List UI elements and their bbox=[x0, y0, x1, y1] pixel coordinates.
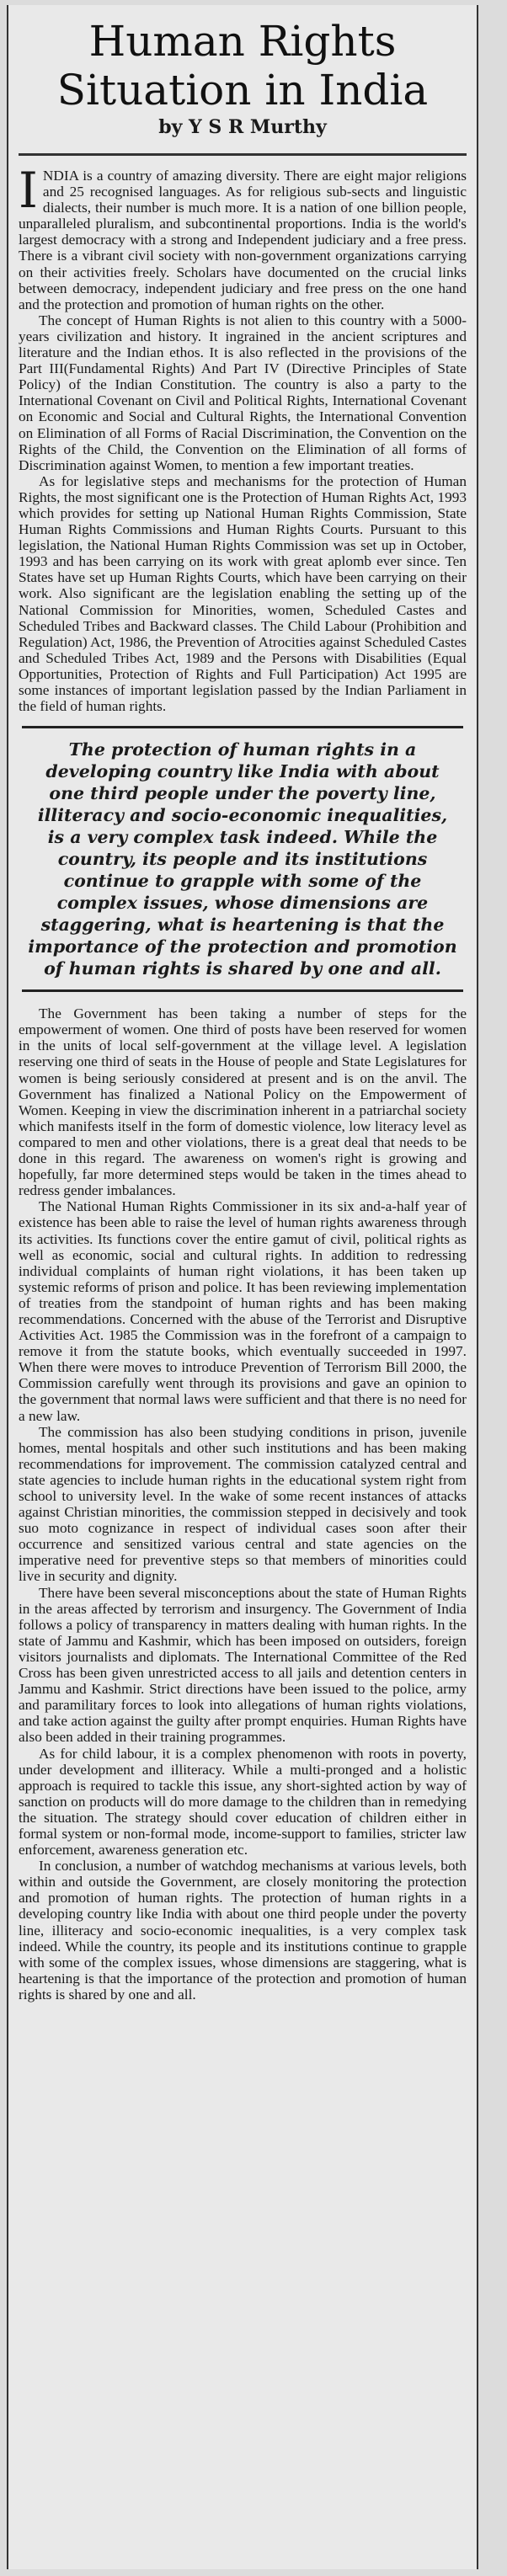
pull-quote: The protection of human rights in a developing country like India with about one third people under the poverty line, illiteracy and socio-economic inequalities, is a very complex task indeed. While the country, its people and its institutions continue to grapple with some of the complex issues, whose dimensions are staggering, what is heartening is that the importance of the protection and promotion of human rights is shared by one and all. bbox=[22, 726, 463, 992]
article-paragraph bbox=[19, 162, 467, 312]
article-paragraph: As for legislative steps and mechanisms for the protection of Human Rights, the most significant one is the Protection of Human Rights Act, 1993 which provides for setting up National Human Rights Commission, State Human Rights Commissions and Human Rights Courts. Pursuant to this legislation, the National Human Rights Commission was set up in October, 1993 and has been carrying on its work with great aplomb ever since. Ten States have set up Human Rights Courts, which have been carrying on their work. Also significant are the legislation enabling the setting up of the National Commission for Minorities, women, Scheduled Castes and Scheduled Tribes and Backward classes. The Child Labour (Prohibition and Regulation) Act, 1986, the Prevention of Atrocities against Scheduled Castes and Scheduled Tribes Act, 1989 and the Persons with Disabilities (Equal Opportunities, Protection of Rights and Full Participation) Act 1995 are some instances of important legislation passed by the Indian Parliament in the field of human rights. bbox=[19, 472, 467, 715]
headline-line-2: Situation in India bbox=[56, 66, 429, 115]
paragraph-text: NDIA is a country of amazing diversity. There are eight major religions and 25 recognised languages. As for religious sub-sects and linguistic dialects, their number is much more. It is a nation of one billion people, unparalleled pluralism, and subcontinental proportions. India is the world's largest democracy with a strong and Independent judiciary and a free press. There is a vibrant civil society with non-government organizations carrying on their activities freely. Scholars have documented on the crucial links between democracy, independent judiciary and free press on the one hand and the protection and promotion of human rights on the other. bbox=[19, 168, 467, 312]
headline bbox=[19, 17, 467, 115]
article-paragraph: The National Human Rights Commissioner in its six and-a-half year of existence has been able to raise the level of human rights awareness through its activities. Its functions cover the entire gamut of civil, political rights as well as economic, social and cultural rights. In addition to redressing individual complaints of human right violations, it has been taken up systemic reforms of prison and police. It has been reviewing implementation of treaties from the standpoint of human rights and has been making recommendations. Concerned with the abuse of the Terrorist and Disruptive Activities Act. 1985 the Commission was in the forefront of a campaign to remove it from the statute books, which eventually succeeded in 1997. When there were moves to introduce Prevention of Terrorism Bill 2000, the Commission carefully went through its provisions and gave an opinion to the government that normal laws were sufficient and that there is no need for a new law. bbox=[19, 1198, 467, 1424]
article-paragraph: As for child labour, it is a complex phenomenon with roots in poverty, under development and illiteracy. While a multi-pronged and a holistic approach is required to tackle this issue, any short-sighted action by way of sanction on products will do more damage to the children than in remedying the situation. The strategy should cover education of children either in formal system or non-formal mode, income-support to families, stricter law enforcement, awareness generation etc. bbox=[19, 1745, 467, 1859]
headline-line-1: Human Rights bbox=[88, 17, 397, 66]
newspaper-column bbox=[7, 5, 478, 2569]
top-divider bbox=[19, 153, 467, 156]
byline: by Y S R Murthy bbox=[158, 116, 327, 138]
drop-cap: I bbox=[19, 162, 38, 219]
article-paragraph: In conclusion, a number of watchdog mechanisms at various levels, both within and outside the Government, are closely monitoring the protection and promotion of human rights. The protection of human rights in a developing country like India with about one third people under the poverty line, illiteracy and socio-economic inequalities, is a very complex task indeed. While the country, its people and its institutions continue to grapple with some of the complex issues, whose dimensions are staggering, what is heartening is that the importance of the protection and promotion of human rights is shared by one and all. bbox=[19, 1858, 467, 2003]
article-paragraph: There have been several misconceptions about the state of Human Rights in the areas affected by terrorism and insurgency. The Government of India follows a policy of transparency in matters dealing with human rights. In the state of Jammu and Kashmir, which has been imposed on outsiders, foreign visitors journalists and diplomats. The International Committee of the Red Cross has been given unrestricted access to all jails and detention centers in Jammu and Kashmir. Strict directions have been issued to the police, army and paramilitary forces to look into allegations of human rights violations, and take action against the guilty after prompt enquiries. Human Rights have also been added in their training programmes. bbox=[19, 1584, 467, 1746]
article-paragraph: The commission has also been studying conditions in prison, juvenile homes, mental hospitals and other such institutions and has been making recommendations for improvement. The commission catalyzed central and state agencies to include human rights in the educational system right from school to university level. In the wake of some recent instances of attacks against Christian minorities, the commission stepped in decisively and took suo moto cognizance in respect of individual cases soon after their occurrence and sensitized various central and state agencies on the imperative need for preventive steps so that members of minorities could live in security and dignity. bbox=[19, 1423, 467, 1585]
article-paragraph: The concept of Human Rights is not alien to this country with a 5000-years civilization and history. It ingrained in the ancient scriptures and literature and the Indian ethos. It is also reflected in the provisions of the Part III(Fundamental Rights) And Part IV (Directive Principles of State Policy) of the Indian Constitution. The country is also a party to the International Covenant on Civil and Political Rights, International Covenant on Economic and Social and Cultural Rights, the International Convention on Elimination of all Forms of Racial Discrimination, the Convention on the Rights of the Child, the Convention on the Elimination of all forms of Discrimination against Women, to mention a few important treaties. bbox=[19, 312, 467, 473]
article-paragraph: The Government has been taking a number of steps for the empowerment of women. One third of posts have been reserved for women in the units of local self-government at the village level. A legislation reserving one third of seats in the House of people and State Legislatures for women is being seriously considered at present and is on the anvil. The Government has finalized a National Policy on the Empowerment of Women. Keeping in view the discrimination inherent in a patriarchal society which manifests itself in the form of domestic violence, low literacy level as compared to men and other violations, there is a great deal that needs to be done in this regard. The awareness on women's right is growing and hopefully, far more determined steps would be taken in the times ahead to redress gender imbalances. bbox=[19, 1005, 467, 1199]
